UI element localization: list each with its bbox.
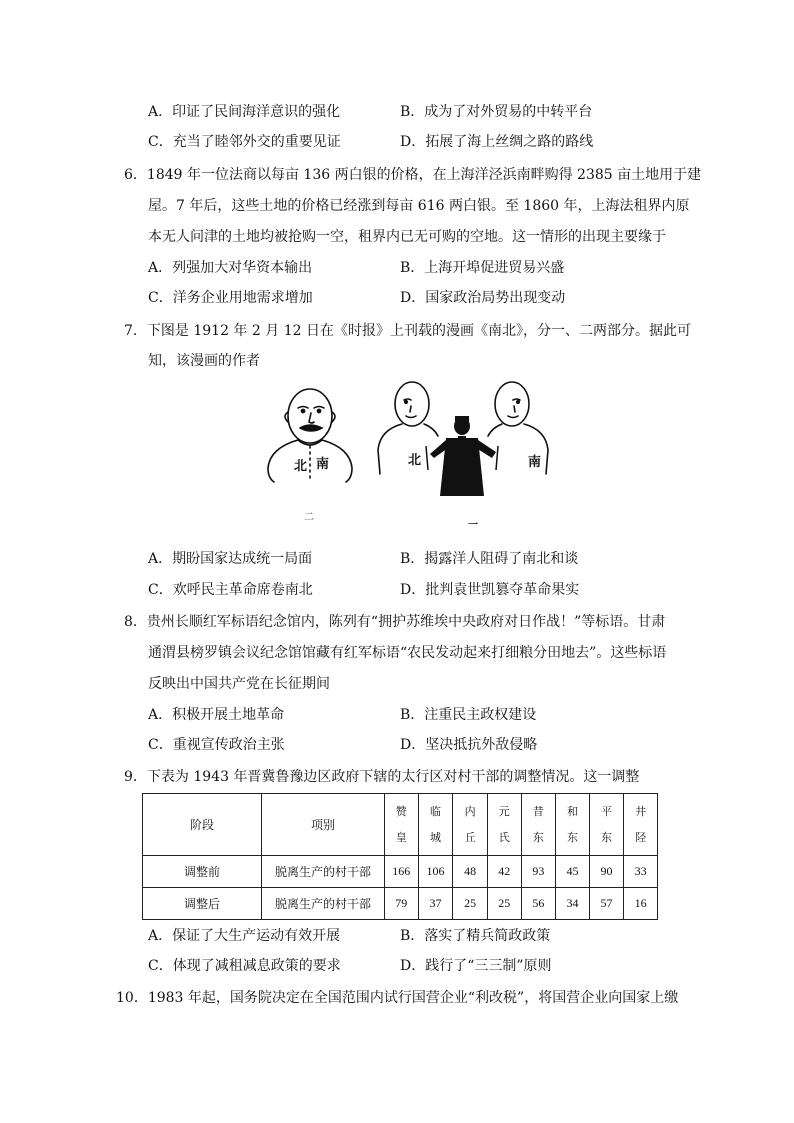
q6-option-b: B．上海开埠促进贸易兴盛 xyxy=(400,260,565,276)
table-cell-value: 37 xyxy=(418,888,453,920)
q5-option-a: A．印证了民间海洋意识的强化 xyxy=(148,104,341,120)
table-cell-value: 79 xyxy=(384,888,418,920)
q5-option-d: D．拓展了海上丝绸之路的路线 xyxy=(400,134,594,150)
q7-option-c: C．欢呼民主革命席卷南北 xyxy=(148,582,313,598)
comic-right-label-south: 南 xyxy=(528,455,542,470)
q6-option-c: C．洋务企业用地需求增加 xyxy=(148,290,313,306)
q6-stem-line-1: 6．1849 年一位法商以每亩 136 两白银的价格，在上海洋泾浜南畔购得 2385 亩土地用于建 xyxy=(124,167,702,183)
nanbei-comic-illustration xyxy=(262,378,552,530)
q6-option-a: A．列强加大对华资本输出 xyxy=(148,260,313,276)
table-cell-stage: 调整前 xyxy=(143,856,262,888)
comic-figure-center-uniform xyxy=(426,416,498,496)
table-header-county: 井 陉 xyxy=(624,794,658,856)
q6-option-d: D．国家政治局势出现变动 xyxy=(400,290,566,306)
comic-part-mark-one: 一 xyxy=(468,520,478,530)
q9-option-d: D．践行了“三三制”原则 xyxy=(400,958,552,974)
table-cell-value: 106 xyxy=(418,856,453,888)
q7-option-a: A．期盼国家达成统一局面 xyxy=(148,551,313,567)
q8-stem-line-1: 8．贵州长顺红军标语纪念馆内，陈列有“拥护苏维埃中央政府对日作战！”等标语。甘肃 xyxy=(124,614,666,630)
q7-stem-line-1: 7．下图是 1912 年 2 月 12 日在《时报》上刊载的漫画《南北》，分一、二两部分。据此可 xyxy=(124,323,691,339)
table-cell-value: 90 xyxy=(589,856,624,888)
table-cell-value: 166 xyxy=(384,856,418,888)
table-cell-value: 34 xyxy=(556,888,590,920)
table-header-row xyxy=(143,794,658,856)
q8-stem-line-2: 通渭县榜罗镇会议纪念馆馆藏有红军标语“农民发动起来打细粮分田地去”。这些标语 xyxy=(148,645,667,661)
table-header-stage: 阶段 xyxy=(143,794,262,856)
table-cell-value: 56 xyxy=(521,888,556,920)
comic-figure-north-head xyxy=(395,382,429,426)
q9-stem-line: 9．下表为 1943 年晋冀鲁豫边区政府下辖的太行区对村干部的调整情况。这一调整 xyxy=(124,769,640,785)
q9-option-b: B．落实了精兵简政政策 xyxy=(400,928,551,944)
table-cell-value: 33 xyxy=(624,856,658,888)
table-row xyxy=(143,888,658,920)
comic-left-label-north: 北 xyxy=(294,459,308,474)
table-cell-value: 57 xyxy=(589,888,624,920)
table-cell-stage: 调整后 xyxy=(143,888,262,920)
table-header-county: 和 东 xyxy=(556,794,590,856)
table-header-county: 元 氏 xyxy=(487,794,521,856)
q8-option-b: B．注重民主政权建设 xyxy=(400,707,537,723)
table-header-county: 赞 皇 xyxy=(384,794,418,856)
q5-option-c: C．充当了睦邻外交的重要见证 xyxy=(148,134,341,150)
table-header-county: 昔 东 xyxy=(521,794,556,856)
comic-part-mark-two: 二 xyxy=(304,512,314,523)
q5-option-b: B．成为了对外贸易的中转平台 xyxy=(400,104,593,120)
q6-stem-line-3: 本无人问津的土地均被抢购一空，租界内已无可购的空地。这一情形的出现主要缘于 xyxy=(148,229,666,245)
table-cell-value: 42 xyxy=(487,856,521,888)
comic-mid-label-north: 北 xyxy=(408,453,422,468)
table-row xyxy=(143,856,658,888)
table-header-item: 项别 xyxy=(262,794,385,856)
q8-option-c: C．重视宣传政治主张 xyxy=(148,737,285,753)
q9-option-c: C．体现了减租减息政策的要求 xyxy=(148,958,341,974)
table-cell-value: 48 xyxy=(453,856,488,888)
table-header-county: 内 丘 xyxy=(453,794,488,856)
table-header-county: 平 东 xyxy=(589,794,624,856)
q7-option-d: D．批判袁世凯篡夺革命果实 xyxy=(400,582,580,598)
q9-option-a: A．保证了大生产运动有效开展 xyxy=(148,928,341,944)
q10-stem-line: 10．1983 年起，国务院决定在全国范围内试行国营企业“利改税”，将国营企业向国家上缴 xyxy=(116,990,679,1006)
table-header-county: 临 城 xyxy=(418,794,453,856)
table-cell-item: 脱离生产的村干部 xyxy=(262,856,385,888)
table-cell-value: 93 xyxy=(521,856,556,888)
village-cadre-adjustment-table xyxy=(142,793,658,920)
q6-stem-line-2: 屋。7 年后，这些土地的价格已经涨到每亩 616 两白银。至 1860 年，上海法租界内原 xyxy=(148,198,690,214)
q7-stem-line-2: 知，该漫画的作者 xyxy=(148,353,260,369)
q7-option-b: B．揭露洋人阻碍了南北和谈 xyxy=(400,551,579,567)
q8-option-a: A．积极开展土地革命 xyxy=(148,707,285,723)
table-cell-value: 45 xyxy=(556,856,590,888)
table-cell-value: 25 xyxy=(453,888,488,920)
comic-left-label-south: 南 xyxy=(316,457,330,472)
table-cell-value: 16 xyxy=(624,888,658,920)
q8-option-d: D．坚决抵抗外敌侵略 xyxy=(400,737,538,753)
table-cell-item: 脱离生产的村干部 xyxy=(262,888,385,920)
comic-figure-south-head xyxy=(495,382,529,426)
table-cell-value: 25 xyxy=(487,888,521,920)
q8-stem-line-3: 反映出中国共产党在长征期间 xyxy=(148,676,330,692)
